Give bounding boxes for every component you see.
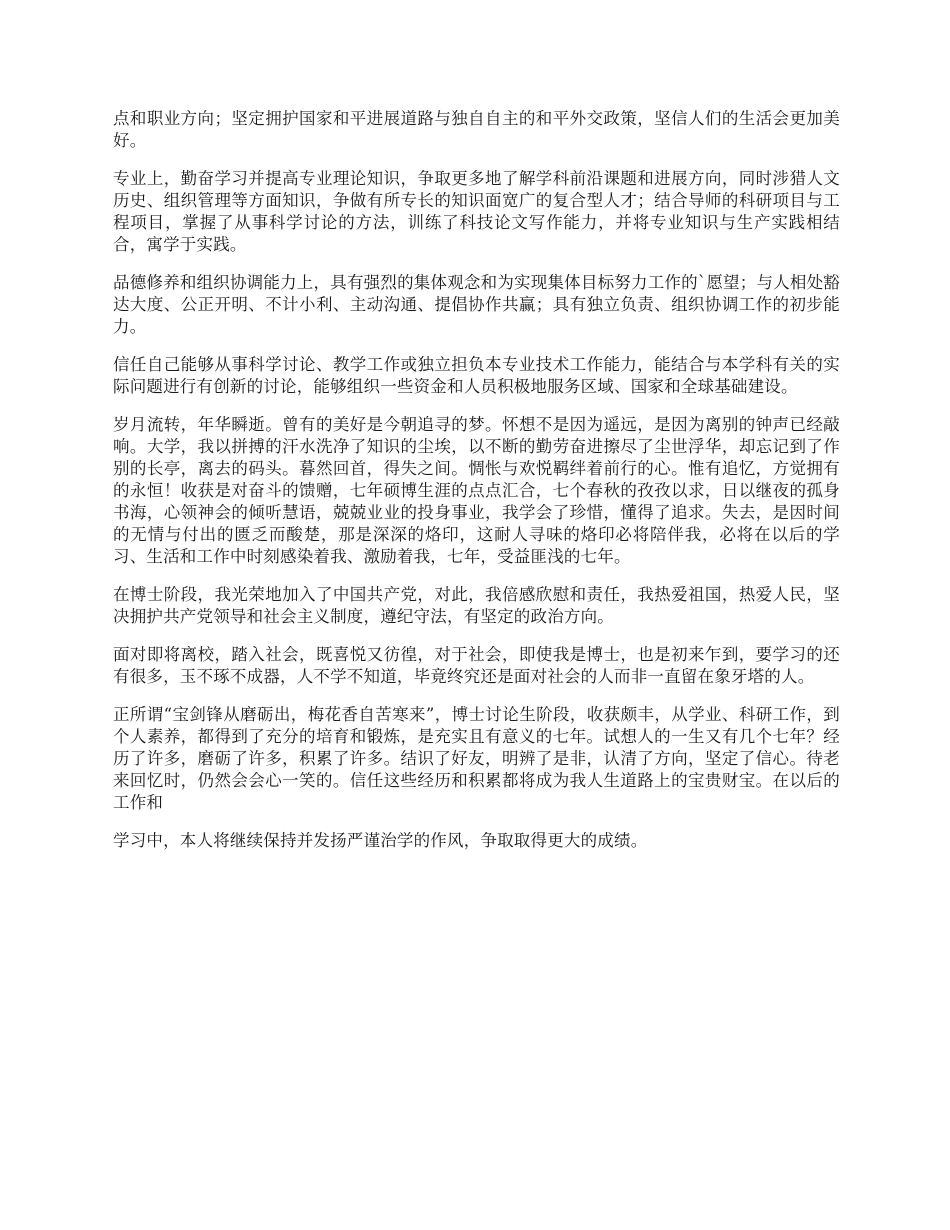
paragraph-2: 专业上，勤奋学习并提高专业理论知识，争取更多地了解学科前沿课题和进展方向，同时涉猎人文历史、组织管理等方面知识，争做有所专长的知识面宽广的复合型人才；结合导师的科研项目与工程项目，掌握了从事科学讨论的方法，训练了科技论文写作能力，并将专业知识与生产实践相结合，寓学于实践。 <box>113 169 840 254</box>
paragraph-6: 在博士阶段，我光荣地加入了中国共产党，对此，我倍感欣慰和责任，我热爱祖国，热爱人民，坚决拥护共产党领导和社会主义制度，遵纪守法，有坚定的政治方向。 <box>113 585 840 626</box>
paragraph-1: 点和职业方向；坚定拥护国家和平进展道路与独自自主的和平外交政策，坚信人们的生活会更加美好。 <box>113 109 840 150</box>
paragraph-8: 正所谓“宝剑锋从磨砺出，梅花香自苦寒来”，博士讨论生阶段，收获颇丰，从学业、科研工作，到个人素养，都得到了充分的培育和锻炼，是充实且有意义的七年。试想人的一生又有几个七年？经历了许多，磨砺了许多，积累了许多。结识了好友，明辨了是非，认清了方向，坚定了信心。待老来回忆时，仍然会会心一笑的。信任这些经历和积累都将成为我人生道路上的宝贵财宝。在以后的工作和 <box>113 705 840 812</box>
paragraph-5: 岁月流转，年华瞬逝。曾有的美好是今朝追寻的梦。怀想不是因为遥远，是因为离别的钟声已经敲响。大学，我以拼搏的汗水洗净了知识的尘埃，以不断的勤劳奋进擦尽了尘世浮华，却忘记到了作别的长亭，离去的码头。暮然回首，得失之间。惆怅与欢悦羁绊着前行的心。惟有追忆，方觉拥有的永恒！收获是对奋斗的馈赠，七年硕博生涯的点点汇合，七个春秋的孜孜以求，日以继夜的孤身书海，心领神会的倾听慧语，兢兢业业的投身事业，我学会了珍惜，懂得了追求。失去，是因时间的无情与付出的匮乏而酸楚，那是深深的烙印，这耐人寻味的烙印必将陪伴我，必将在以后的学习、生活和工作中时刻感染着我、激励着我，七年，受益匪浅的七年。 <box>113 415 840 566</box>
paragraph-3: 品德修养和组织协调能力上，具有强烈的集体观念和为实现集体目标努力工作的`愿望；与人相处豁达大度、公正开明、不计小利、主动沟通、提倡协作共赢；具有独立负责、组织协调工作的初步能力。 <box>113 273 840 336</box>
paragraph-4: 信任自己能够从事科学讨论、教学工作或独立担负本专业技术工作能力，能结合与本学科有关的实际问题进行有创新的讨论，能够组织一些资金和人员积极地服务区域、国家和全球基础建设。 <box>113 355 840 396</box>
paragraph-9: 学习中，本人将继续保持并发扬严谨治学的作风，争取取得更大的成绩。 <box>113 831 648 850</box>
paragraph-7: 面对即将离校，踏入社会，既喜悦又彷徨，对于社会，即使我是博士，也是初来乍到，要学习的还有很多，玉不琢不成器，人不学不知道，毕竟终究还是面对社会的人而非一直留在象牙塔的人。 <box>113 645 840 686</box>
